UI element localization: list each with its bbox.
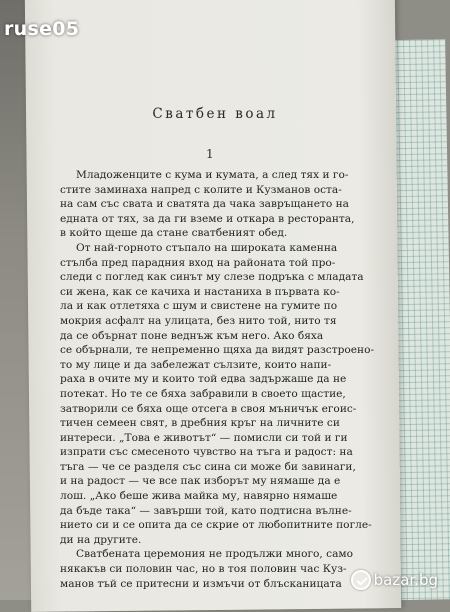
checkmark-icon — [351, 570, 371, 590]
text-line: следи с поглед как синът му слезе подръка с младата — [60, 271, 364, 284]
section-number: 1 — [206, 147, 214, 161]
text-line: От най-горното стъпало на широката каменна — [76, 241, 338, 254]
text-line: да се обърнат поне веднъж към него. Ако бяха — [60, 329, 324, 342]
text-line: раха в очите му и които той едва задържаше да не — [60, 373, 347, 386]
text-line: се обърнали, те непременно щяха да видят разстроено- — [60, 344, 375, 357]
text-line: потекат. Но те се бяха забравили в своето щастие, — [60, 387, 346, 400]
text-line: то му лице и да забележат сълзите, които напи- — [60, 358, 332, 371]
site-watermark: ruse05 — [4, 18, 80, 40]
text-line: манов тъй се притесни и измъчи от блъсканицата — [60, 577, 342, 590]
text-line: изпрати със смесеното чувство на тъга и радост: на — [60, 446, 353, 459]
chapter-title: Сватбен воал — [152, 106, 278, 122]
text-line: тъга — че се разделя със сина си може би завинаги, — [60, 460, 356, 473]
text-line: мокрия асфалт на улицата, без нито той, нито тя — [60, 314, 337, 327]
text-line: да бъде така“ — завърши той, като подтисна вълне- — [60, 504, 352, 517]
text-line: лош. „Ако беше жива майка му, навярно нямаше — [60, 490, 338, 503]
body-text — [60, 168, 380, 591]
text-line: едната от тях, за да ги вземе и откара в ресторанта, — [60, 212, 355, 225]
text-line: тичен семеен свят, в дребния кръг на личните си — [60, 417, 340, 430]
text-line: в който щеше да стане сватбеният обед. — [60, 227, 288, 240]
text-line: нието си и се опита да се скрие от любопитните погле- — [60, 519, 372, 532]
text-line: и на радост — че все пак изборът му нямаше да е — [60, 475, 341, 488]
text-line: Младоженците с кума и кумата, а след тях и го- — [76, 169, 349, 181]
text-line: затворили се бяха още отсега в своя мъничък егоис- — [60, 402, 357, 415]
brand-name: bazar.bg — [373, 571, 438, 589]
text-line: някакъв си половин час, но в тоя половин час Куз- — [60, 563, 347, 576]
text-line: на сам със свата и сватята да чака завръщането на — [60, 198, 349, 211]
brand-logo — [351, 570, 438, 590]
text-line: Сватбената церемония не продължи много, само — [76, 548, 354, 561]
text-line: си жена, как се качиха и настаниха в първата ко- — [60, 285, 340, 298]
text-line: ла и как отлетяха с шум и свистене на гумите по — [60, 300, 338, 313]
text-line: ди на другите. — [60, 533, 142, 546]
text-line: стълба пред парадния вход на районата той про- — [60, 256, 336, 269]
text-line: интереси. „Това е животът“ — помисли си той и ги — [60, 431, 348, 444]
text-line: стите заминаха напред с колите и Кузманов оста- — [60, 183, 342, 196]
